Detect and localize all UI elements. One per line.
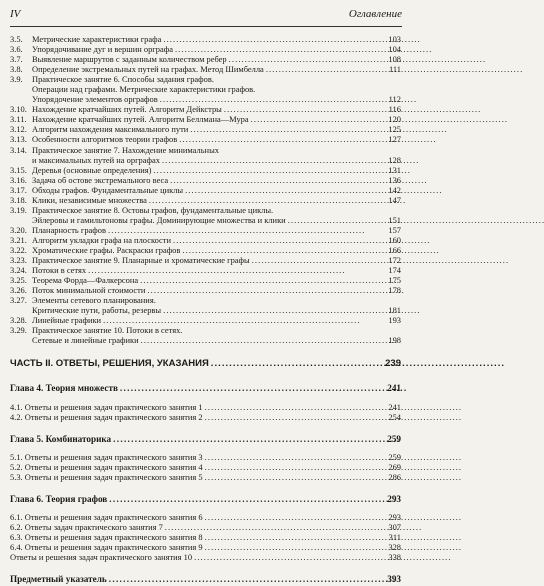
toc-entry[interactable]: [10, 462, 401, 472]
entry-title: Линейные графики: [32, 315, 102, 326]
toc-entry[interactable]: [10, 34, 401, 44]
entry-page: 311: [388, 531, 401, 542]
chapter-6-heading[interactable]: [10, 494, 401, 504]
entry-number: 3.21.: [10, 234, 27, 245]
leader-dots: [203, 532, 385, 542]
entry-title: 6.4. Ответы и решения задач практического занятия 9: [10, 541, 203, 552]
entry-title: Упорядочение элементов орграфов: [32, 94, 158, 105]
toc-entry[interactable]: [10, 145, 401, 155]
toc-entry[interactable]: [10, 94, 401, 104]
entry-number: 3.9.: [10, 74, 23, 85]
leader-dots: [160, 155, 385, 165]
toc-entry[interactable]: [10, 265, 401, 275]
entry-number: 3.28.: [10, 315, 27, 326]
entry-page: 125: [388, 124, 401, 135]
toc-entry[interactable]: [10, 412, 401, 422]
leader-dots: [107, 574, 385, 584]
leader-dots: [203, 452, 385, 462]
entry-page: 241: [388, 401, 401, 412]
entry-page: 111: [388, 64, 401, 75]
entry-number: 3.22.: [10, 244, 27, 255]
entry-number: 3.19.: [10, 204, 27, 215]
entry-title: Сетевые и линейные графики: [32, 335, 139, 346]
toc-entry[interactable]: [10, 185, 401, 195]
leader-dots: [161, 305, 385, 315]
toc-entry[interactable]: [10, 315, 401, 325]
entry-page: 103: [388, 34, 401, 44]
chapter-3-entries: [10, 34, 401, 345]
entry-page: 108: [388, 54, 401, 65]
entry-title: Алгоритм укладки графа на плоскости: [32, 234, 171, 245]
entry-page: 307: [388, 521, 401, 532]
leader-dots: [163, 522, 385, 532]
entry-title: и максимальных путей на орграфах: [32, 154, 160, 165]
entry-page: 151: [388, 214, 401, 225]
leader-dots: [264, 64, 385, 74]
leader-dots: [101, 315, 385, 325]
leader-dots: [111, 434, 385, 444]
entry-title: Нахождение кратчайших путей. Алгоритм Беллмана—Мура: [32, 114, 249, 125]
toc-entry[interactable]: [10, 124, 401, 134]
leader-dots: [151, 165, 385, 175]
entry-page: 338: [388, 552, 401, 563]
entry-number: 3.10.: [10, 104, 27, 115]
entry-title: Определение экстремальных путей на графах. Метод Шимбелла: [32, 64, 264, 75]
entry-title: Эйлеровы и гамильтоновы графы. Доминирующие множества и клики: [32, 214, 286, 225]
toc-entry[interactable]: [10, 552, 401, 562]
toc-entry[interactable]: [10, 325, 401, 335]
chapter-title: Глава 6. Теория графов: [10, 493, 108, 504]
entry-title: Практическое занятие 9. Планарные и хроматические графы: [32, 255, 250, 266]
toc-entry[interactable]: [10, 165, 401, 175]
entry-title: Обходы графов. Фундаментальные циклы: [32, 184, 184, 195]
leader-dots: [138, 275, 385, 285]
entry-title: 5.1. Ответы и решения задач практического занятия 3: [10, 451, 203, 462]
running-title: Оглавление: [348, 8, 402, 20]
chapter-page: 241: [387, 383, 401, 394]
toc-entry[interactable]: [10, 522, 401, 532]
entry-number: 3.11.: [10, 114, 27, 125]
entry-number: 3.29.: [10, 325, 27, 336]
entry-title: Хроматические графы. Раскраски графов: [32, 244, 181, 255]
toc-entry[interactable]: [10, 512, 401, 522]
entry-title: Потоки в сетях: [32, 265, 87, 276]
chapter-5-heading[interactable]: [10, 434, 401, 444]
part-heading[interactable]: [10, 357, 401, 371]
toc-entry[interactable]: [10, 74, 401, 84]
entry-title: Клики, независимые множества: [32, 194, 147, 205]
entry-number: 3.27.: [10, 295, 27, 306]
entry-title: Выявление маршрутов с заданным количеством ребер: [32, 54, 227, 65]
subject-index-entry[interactable]: [10, 574, 401, 584]
leader-dots: [106, 225, 385, 235]
index-page: 393: [387, 574, 401, 585]
entry-page: 116: [388, 104, 401, 115]
leader-dots: [177, 134, 385, 144]
toc-entry[interactable]: [10, 54, 401, 64]
chapter-title: Глава 5. Комбинаторика: [10, 433, 112, 444]
entry-title: 6.1. Ответы и решения задач практического занятия 6: [10, 511, 203, 522]
entry-page: 269: [388, 461, 401, 472]
chapter-4-entries: [10, 402, 401, 422]
entry-page: 147: [388, 194, 401, 205]
entry-title: Практическое занятие 10. Потоки в сетях.: [32, 325, 183, 336]
entry-page: 178: [388, 285, 401, 296]
entry-title: Задача об остове экстремального веса: [32, 174, 169, 185]
entry-title: Нахождение кратчайших путей. Алгоритм Дейкстры: [32, 104, 222, 115]
entry-title: 6.2. Ответы задач практического занятия 7: [10, 521, 163, 532]
leader-dots: [203, 472, 385, 482]
leader-dots: [203, 462, 385, 472]
entry-page: 328: [388, 541, 401, 552]
entry-page: 293: [388, 511, 401, 522]
toc-entry[interactable]: [10, 295, 401, 305]
entry-number: 3.5.: [10, 34, 23, 44]
toc-entry[interactable]: [10, 64, 401, 74]
entry-title: Планарность графов: [32, 224, 106, 235]
leader-dots: [145, 285, 385, 295]
leader-dots: [139, 335, 385, 345]
index-title: Предметный указатель: [10, 574, 107, 585]
leader-dots: [107, 494, 385, 504]
leader-dots: [209, 357, 383, 371]
leader-dots: [118, 383, 385, 393]
toc-entry[interactable]: [10, 452, 401, 462]
toc-entry[interactable]: [10, 255, 401, 265]
entry-page: 175: [388, 275, 401, 286]
chapter-page: 259: [387, 433, 401, 444]
entry-title: Теорема Форда—Фалкерсона: [32, 275, 139, 286]
entry-page: 160: [388, 234, 401, 245]
entry-title: Практическое занятие 6. Способы задания графов.: [32, 74, 214, 85]
entry-title: 6.3. Ответы и решения задач практического занятия 8: [10, 531, 203, 542]
entry-number: 3.14.: [10, 144, 27, 155]
entry-page: 174: [388, 265, 401, 276]
entry-title: 5.2. Ответы и решения задач практического занятия 4: [10, 461, 203, 472]
entry-number: 3.24.: [10, 265, 27, 276]
leader-dots: [147, 195, 385, 205]
entry-page: 193: [388, 315, 401, 326]
entry-title: Практическое занятие 8. Остовы графов, фундаментальные циклы.: [32, 204, 274, 215]
entry-title: 5.3. Ответы и решения задач практического занятия 5: [10, 471, 203, 482]
entry-title: Деревья (основные определения): [32, 164, 152, 175]
toc-entry[interactable]: [10, 195, 401, 205]
entry-page: 127: [388, 134, 401, 145]
entry-title: Ответы и решения задач практического занятия 10: [10, 552, 193, 563]
entry-page: 181: [388, 305, 401, 316]
entry-number: 3.15.: [10, 164, 27, 175]
leader-dots: [86, 265, 385, 275]
table-of-contents: [10, 34, 401, 584]
leader-dots: [183, 185, 385, 195]
leader-dots: [222, 104, 385, 114]
toc-entry[interactable]: [10, 44, 401, 54]
toc-entry[interactable]: [10, 402, 401, 412]
leader-dots: [173, 44, 385, 54]
toc-entry[interactable]: [10, 155, 401, 165]
toc-entry[interactable]: [10, 275, 401, 285]
toc-entry[interactable]: [10, 335, 401, 345]
entry-number: 3.12.: [10, 124, 27, 135]
entry-title: Упорядочивание дуг и вершин орграфа: [32, 44, 173, 55]
toc-entry[interactable]: [10, 84, 401, 94]
entry-title: Метрические характеристики графа: [32, 34, 162, 44]
leader-dots: [203, 412, 385, 422]
leader-dots: [249, 114, 385, 124]
toc-entry[interactable]: [10, 225, 401, 235]
leader-dots: [168, 175, 385, 185]
entry-title: Поток минимальной стоимости: [32, 285, 146, 296]
entry-number: 3.13.: [10, 134, 27, 145]
entry-page: 166: [388, 244, 401, 255]
entry-title: Практическое занятие 7. Нахождение минимальных: [32, 144, 219, 155]
page-number: IV: [10, 8, 21, 20]
toc-entry[interactable]: [10, 104, 401, 114]
entry-title: 4.2. Ответы и решения задач практического занятия 2: [10, 411, 203, 422]
entry-title: Алгоритм нахождения максимального пути: [32, 124, 189, 135]
entry-number: 3.7.: [10, 54, 23, 65]
toc-entry[interactable]: [10, 305, 401, 315]
chapter-title: Глава 4. Теория множеств: [10, 383, 118, 394]
entry-title: Критические пути, работы, резервы: [32, 305, 162, 316]
toc-entry[interactable]: [10, 205, 401, 215]
entry-number: 3.25.: [10, 275, 27, 286]
entry-title: Элементы сетевого планирования.: [32, 295, 156, 306]
entry-number: 3.20.: [10, 224, 27, 235]
toc-entry[interactable]: [10, 134, 401, 144]
chapter-page: 293: [387, 493, 401, 504]
toc-entry[interactable]: [10, 215, 401, 225]
entry-page: 112: [388, 94, 401, 105]
leader-dots: [188, 124, 385, 134]
toc-entry[interactable]: [10, 532, 401, 542]
leader-dots: [158, 94, 385, 104]
entry-title: Особенности алгоритмов теории графов: [32, 134, 178, 145]
entry-title: Операции над графами. Метрические характеристики графов.: [32, 84, 256, 95]
entry-page: 259: [388, 451, 401, 462]
entry-number: 3.17.: [10, 184, 27, 195]
chapter-4-heading[interactable]: [10, 383, 401, 393]
entry-number: 3.16.: [10, 174, 27, 185]
leader-dots: [203, 512, 385, 522]
entry-number: 3.23.: [10, 255, 27, 266]
leader-dots: [227, 54, 385, 64]
toc-entry[interactable]: [10, 472, 401, 482]
entry-page: 157: [388, 224, 401, 235]
leader-dots: [171, 235, 385, 245]
entry-page: 172: [388, 255, 401, 266]
entry-number: 3.18.: [10, 194, 27, 205]
leader-dots: [203, 402, 385, 412]
toc-entry[interactable]: [10, 114, 401, 124]
toc-entry[interactable]: [10, 542, 401, 552]
entry-number: 3.8.: [10, 64, 23, 75]
chapter-5-entries: [10, 452, 401, 482]
leader-dots: [286, 215, 385, 225]
entry-page: 104: [388, 44, 401, 55]
toc-entry[interactable]: [10, 285, 401, 295]
entry-page: 198: [388, 335, 401, 346]
leader-dots: [192, 552, 385, 562]
entry-number: 3.26.: [10, 285, 27, 296]
entry-page: 120: [388, 114, 401, 125]
toc-entry[interactable]: [10, 175, 401, 185]
entry-page: 286: [388, 471, 401, 482]
toc-entry[interactable]: [10, 245, 401, 255]
entry-page: 131: [388, 164, 401, 175]
leader-dots: [250, 255, 385, 265]
leader-dots: [161, 34, 385, 44]
entry-title: 4.1. Ответы и решения задач практического занятия 1: [10, 401, 203, 412]
entry-page: 136: [388, 174, 401, 185]
entry-page: 142: [388, 184, 401, 195]
entry-number: 3.6.: [10, 44, 23, 55]
part-title: ЧАСТЬ II. ОТВЕТЫ, РЕШЕНИЯ, УКАЗАНИЯ: [10, 358, 209, 370]
entry-page: 254: [388, 411, 401, 422]
toc-entry[interactable]: [10, 235, 401, 245]
page-header: [10, 6, 402, 27]
part-page: 239: [385, 358, 401, 370]
leader-dots: [180, 245, 385, 255]
entry-page: 128: [388, 154, 401, 165]
leader-dots: [203, 542, 385, 552]
chapter-6-entries: [10, 512, 401, 562]
